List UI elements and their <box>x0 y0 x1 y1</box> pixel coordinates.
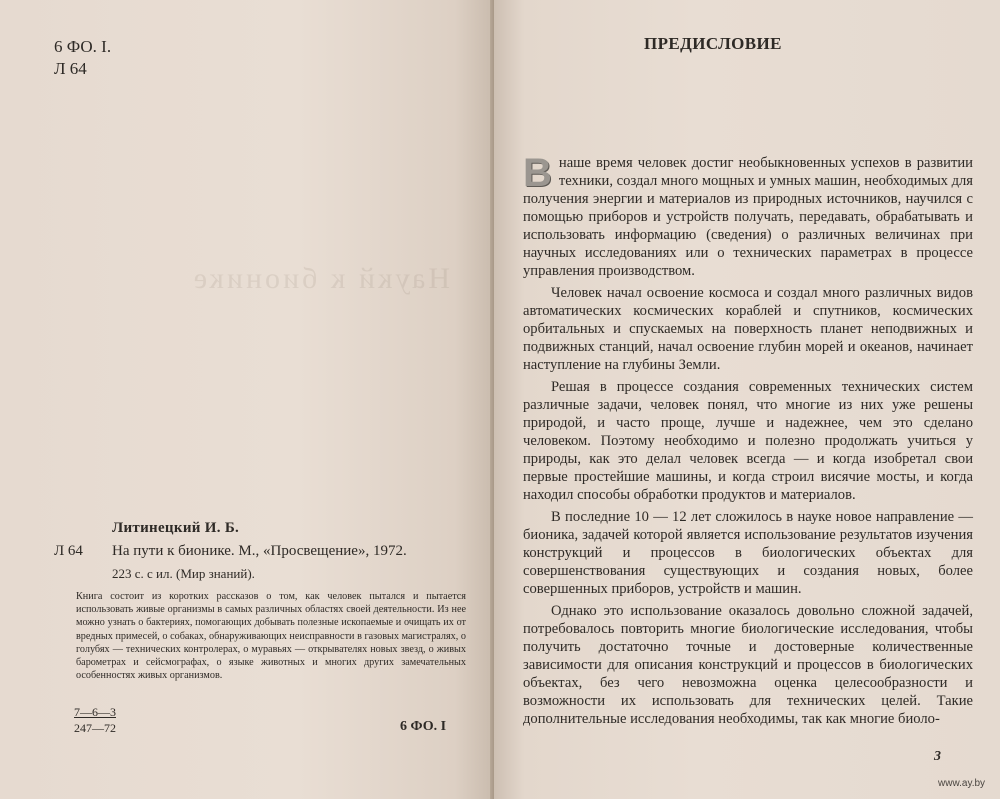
bleed-through-text: Наукй к бионике <box>190 262 450 295</box>
paragraph-1-text: наше время человек достиг необыкновенных успехов в развитии техники, создал много мощных и умных машин, необходимых для получения энергии и материалов из природных источников, научился с помощью приборов и устройств получать, передавать, обрабатывать и использовать информацию (сведения) о различных величинах при научных исследованиях или о технических параметрах в процессе управления производством. <box>523 155 973 279</box>
dropcap-letter: В <box>523 151 552 195</box>
catalog-author: Литинецкий И. Б. <box>112 520 240 536</box>
left-page <box>0 0 494 799</box>
paragraph-4: В последние 10 — 12 лет сложилось в науке новое направление — бионика, задачей которой является использование результатов изучения конструкций и процессов в биологических объектах для совершенствования существующих и создания новых, более совершенных приборов, устройств и машин. <box>523 509 973 597</box>
paragraph-2: Человек начал освоение космоса и создал много различных видов автоматических космических кораблей и спутников, космических орбитальных и спускаемых на поверхность планет неподвижных и подвижных станций, начал освоение глубин морей и океанов, начинает наступление на глубины Земли. <box>523 285 973 373</box>
right-page <box>494 0 1000 799</box>
page-heading: ПРЕДИСЛОВИЕ <box>644 34 782 53</box>
classification-code <box>54 36 111 80</box>
paragraph-3: Решая в процессе создания современных технических систем различные задачи, человек понял, что многие из них уже решены природой, и часто проще, лучше и надежнее, чем это сделано человеком. Поэтому необходимо и полезно продолжать учиться у природы, как это делал человек всегда — и когда изобретал свои первые простейшие машины, и когда строил висячие мосты, и когда находил способы обработки продуктов и материалов. <box>523 379 973 503</box>
catalog-code: Л 64 <box>54 543 83 559</box>
preface-text <box>523 151 973 732</box>
paragraph-5: Однако это использование оказалось довольно сложной задачей, потребовалось повторить многие биологические исследования, чтобы получить достаточно точные и достоверные количественные зависимости для описания конструкций и процессов в биологических объектах, без чего невозможна оценка целесообразности и возможности их использовать для технических целей. Такие дополнительные исследования необходимы, так как многие биоло- <box>523 603 973 727</box>
class-code-line: 6 ФО. I. <box>54 37 112 56</box>
catalog-extent: 223 с. с ил. (Мир знаний). <box>112 566 255 581</box>
bottom-class-code: 6 ФО. I <box>400 719 447 734</box>
price-code-bottom: 247—72 <box>74 721 116 735</box>
page-number: 3 <box>934 749 941 764</box>
paragraph-1 <box>523 151 973 280</box>
price-code <box>74 704 116 736</box>
catalog-annotation: Книга состоит из коротких рассказов о том, как человек пытался и пытается использовать живые организмы в самых различных областях своей деятельности. Из нее можно узнать о бактериях, помогающих добывать полезные ископаемые и очищать их от вредных примесей, о собаках, обнаруживающих неисправности в газовых магистралях, о голубях — технических контролерах, о муравьях — открывателях новых звезд, о живых барометрах и сейсмографах, о языке животных и многих других замечательных особенностях живых организмов. <box>76 591 466 682</box>
catalog-card <box>54 520 474 682</box>
catalog-title-line <box>54 543 474 560</box>
price-code-top: 7—6—3 <box>74 705 116 719</box>
call-number-line: Л 64 <box>54 59 87 78</box>
watermark: www.ay.by <box>938 778 986 789</box>
catalog-title: На пути к бионике. М., «Просвещение», 1972. <box>112 543 407 559</box>
